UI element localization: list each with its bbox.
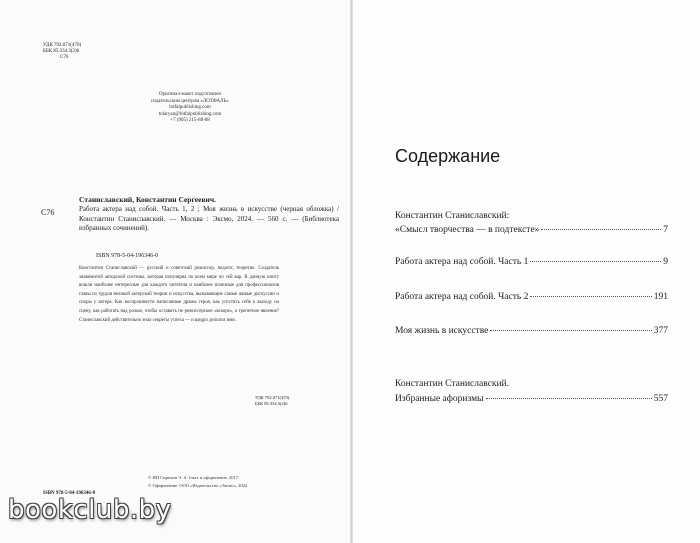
toc-entry-text: Избранные афоризмы	[395, 394, 484, 404]
small-bbk-line: ББК 85.334.3(2)6	[255, 400, 288, 406]
toc-entry-1[interactable]	[395, 224, 668, 236]
publisher-line: издательским центром «ЛОТФАЛЬ»	[151, 98, 229, 104]
toc-page-number: 191	[653, 292, 668, 302]
toc-page-number: 557	[653, 394, 668, 404]
toc-leader-dots	[490, 330, 651, 331]
toc-entry-4[interactable]	[395, 325, 668, 337]
book-spine	[350, 0, 353, 543]
toc-entry-5[interactable]	[395, 393, 668, 405]
toc-entry-5-line1	[395, 378, 668, 390]
toc-leader-dots	[486, 398, 652, 399]
toc-page-number: 377	[653, 326, 668, 336]
toc-page-number: 9	[663, 257, 668, 267]
watermark-logo: bookclub.by	[8, 495, 172, 525]
toc-entry-1-line1	[395, 210, 668, 222]
toc-entry-text: Константин Станиславский.	[395, 379, 510, 389]
publisher-line: lotfalpublishing.com	[169, 105, 211, 110]
author-mark: С76	[60, 55, 69, 60]
toc-entry-text: Константин Станиславский:	[395, 211, 510, 221]
annotation-text: Константин Станиславский — русский и советский режиссер, педагог, теоретик. Создатель знаменитой авторской системы, которая популярна по всем мире по сей вар. В данную книгу вошли наиболее интересные для каждого читателя и наиболее полезные для профессионалов главы из трудов великой актерской теории и искусства, вызывающие самые живые дискуссии и споры у актера. Как воспроизвести написанные драмы героя, как угостить себя к выходу на сцену, как работать над ролью, чтобы оставить не режиссерское «вскоре», а трепетное явление? Станиславский действительно знал секреты успеха — и щедро делился ими.	[79, 266, 279, 323]
isbn-line: ISBN 978-5-04-196346-0	[96, 253, 159, 259]
small-udc-block	[255, 395, 289, 406]
udc-line: УДК 792.071(470)	[43, 43, 82, 48]
right-page	[352, 0, 700, 543]
udc-block	[43, 43, 81, 61]
c76-mark: С76	[41, 208, 55, 217]
toc-leader-dots	[541, 229, 661, 230]
isbn-bottom: ISBN 978-5-04-196346-0	[43, 491, 96, 496]
small-udc-line: УДК 792.071(470)	[255, 395, 290, 400]
publisher-line: Оригинал-макет подготовлен	[158, 92, 222, 97]
toc-page-number: 7	[663, 225, 668, 235]
toc-entry-text: Работа актера над собой. Часть 1	[395, 257, 529, 267]
author-heading: Станиславский, Константин Сергеевич.	[79, 195, 216, 204]
toc-entry-text: «Смысл творчества — в подтексте»	[395, 225, 540, 235]
copyright-block	[148, 474, 247, 489]
toc-title: Содержание	[395, 146, 501, 166]
toc-entry-2[interactable]	[395, 256, 668, 268]
bibliographic-record: Работа актера над собой. Часть 1, 2 ; Моя жизнь в искусстве (черная обложка) / Константин Станиславский. — Москва : Эксмо, 2024. — 560 с. — (Библиотека избранных сочинений).	[79, 205, 339, 232]
copyright-line: © ИП Сирохин Э. А. Ільєт и оформление, 2017	[148, 475, 238, 480]
publisher-line: tolaryan@lotfalpublishing.com	[158, 111, 222, 117]
toc-entry-text: Работа актера над собой. Часть 2	[395, 292, 529, 302]
publisher-line: +7 (905) 215-88-88	[170, 118, 210, 123]
copyright-line: © Оформление. ООО «Издательство «Эксмо», 2024	[148, 482, 248, 488]
publisher-block	[105, 92, 275, 125]
toc-entry-3[interactable]	[395, 291, 668, 303]
bbk-line: ББК 85.334.3(2)6	[43, 49, 80, 54]
toc-leader-dots	[530, 296, 651, 297]
toc-entry-text: Моя жизнь в искусстве	[395, 326, 489, 336]
toc-leader-dots	[530, 261, 661, 262]
